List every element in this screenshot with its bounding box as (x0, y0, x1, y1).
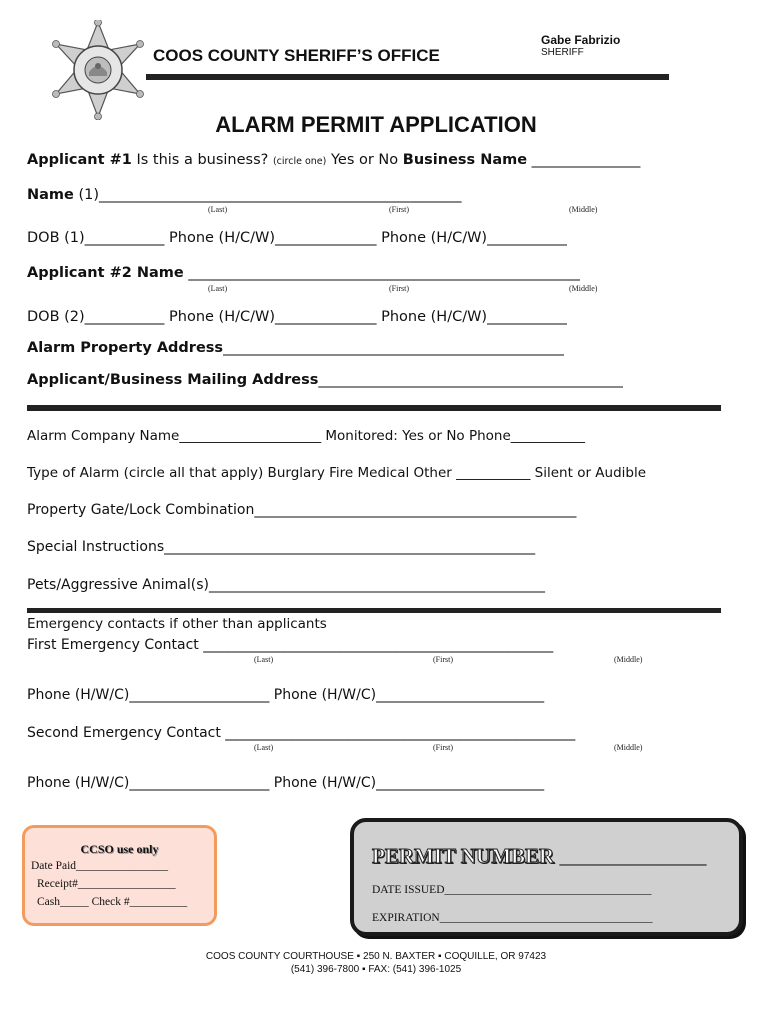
applicant2-name-field[interactable]: ______________________________________________________ (183, 265, 580, 281)
sheriff-title: SHERIFF (541, 47, 584, 58)
property-address-label: Alarm Property Address (27, 340, 224, 356)
circle-one-hint: (circle one) (272, 156, 327, 167)
second-contact-phone-field[interactable]: Phone (H/W/C)____________________ Phone (H/W/C)________________________ (27, 775, 545, 791)
mailing-address-row (27, 372, 623, 388)
date-paid-field[interactable]: Date Paid________________ (31, 860, 169, 872)
pets-field[interactable]: Pets/Aggressive Animal(s)________________________________________________ (27, 577, 545, 593)
sheriff-badge-logo (48, 20, 148, 120)
receipt-field[interactable]: Receipt#_________________ (37, 878, 176, 890)
second-contact-label: Second Emergency Contact (27, 725, 221, 741)
first-sublabel: (First) (389, 205, 409, 214)
business-name-field[interactable]: _______________ (527, 152, 641, 168)
date-issued-field[interactable]: DATE ISSUED____________________________________ (372, 884, 652, 896)
yes-no-option[interactable]: Yes or No (326, 152, 403, 168)
applicant1-label: Applicant #1 (27, 152, 132, 168)
footer-phone: (541) 396-7800 ▪ FAX: (541) 396-1025 (290, 964, 462, 975)
page-title: ALARM PERMIT APPLICATION (215, 112, 537, 137)
last-sublabel: (Last) (208, 205, 228, 214)
office-use-box (22, 825, 217, 926)
second-contact-field[interactable]: __________________________________________________ (220, 725, 576, 741)
section-divider (27, 405, 721, 411)
second-contact-row (27, 725, 575, 741)
applicant2-label: Applicant #2 Name (27, 265, 184, 281)
applicant1-name-row (27, 187, 462, 203)
special-instructions-field[interactable]: Special Instructions_____________________________________________________ (27, 539, 536, 555)
cash-check-field[interactable]: Cash_____ Check #__________ (37, 896, 188, 908)
first-contact-label: First Emergency Contact (27, 637, 199, 653)
applicant2-dob-phone-field[interactable]: DOB (2)___________ Phone (H/C/W)______________ Phone (H/C/W)___________ (27, 309, 567, 325)
mailing-address-field[interactable]: __________________________________________ (318, 372, 623, 388)
first-sublabel: (First) (433, 743, 453, 752)
first-sublabel: (First) (389, 284, 409, 293)
permit-number-row (372, 844, 706, 869)
property-address-row (27, 340, 564, 356)
emergency-intro: Emergency contacts if other than applicants (27, 616, 327, 632)
first-sublabel: (First) (433, 655, 453, 664)
section-divider (27, 608, 721, 613)
applicant1-name-field[interactable]: (1)__________________________________________________ (73, 187, 462, 203)
name-label: Name (27, 187, 74, 203)
middle-sublabel: (Middle) (614, 743, 643, 752)
first-contact-row (27, 637, 553, 653)
applicant1-dob-phone-field[interactable]: DOB (1)___________ Phone (H/C/W)______________ Phone (H/C/W)___________ (27, 230, 567, 246)
office-use-title: CCSO use only (80, 842, 159, 856)
middle-sublabel: (Middle) (569, 205, 598, 214)
last-sublabel: (Last) (208, 284, 228, 293)
office-name: COOS COUNTY SHERIFF’S OFFICE (153, 46, 440, 65)
applicant1-business-row (27, 152, 640, 168)
permit-number-box (350, 818, 743, 936)
business-name-label: Business Name (402, 152, 528, 168)
header-divider (146, 74, 669, 80)
mailing-address-label: Applicant/Business Mailing Address (27, 372, 319, 388)
permit-number-field[interactable]: ______________ (554, 844, 707, 868)
last-sublabel: (Last) (254, 655, 274, 664)
expiration-field[interactable]: EXPIRATION_____________________________________ (372, 912, 653, 924)
gate-combination-field[interactable]: Property Gate/Lock Combination______________________________________________ (27, 502, 577, 518)
alarm-company-field[interactable]: Alarm Company Name_____________________ Monitored: Yes or No Phone___________ (27, 428, 586, 444)
middle-sublabel: (Middle) (614, 655, 643, 664)
first-contact-field[interactable]: __________________________________________________ (198, 637, 554, 653)
first-contact-phone-field[interactable]: Phone (H/W/C)____________________ Phone (H/W/C)________________________ (27, 687, 545, 703)
property-address-field[interactable]: _______________________________________________ (223, 340, 564, 356)
footer-address: COOS COUNTY COURTHOUSE ▪ 250 N. BAXTER ▪ COQUILLE, OR 97423 (205, 951, 547, 962)
middle-sublabel: (Middle) (569, 284, 598, 293)
alarm-type-field[interactable]: Type of Alarm (circle all that apply) Burglary Fire Medical Other ___________ Silent or Audible (27, 465, 647, 481)
last-sublabel: (Last) (254, 743, 274, 752)
sheriff-name: Gabe Fabrizio (541, 33, 621, 47)
business-question: Is this a business? (131, 152, 273, 168)
applicant2-name-row (27, 265, 580, 281)
permit-number-title: PERMIT NUMBER (372, 844, 555, 868)
